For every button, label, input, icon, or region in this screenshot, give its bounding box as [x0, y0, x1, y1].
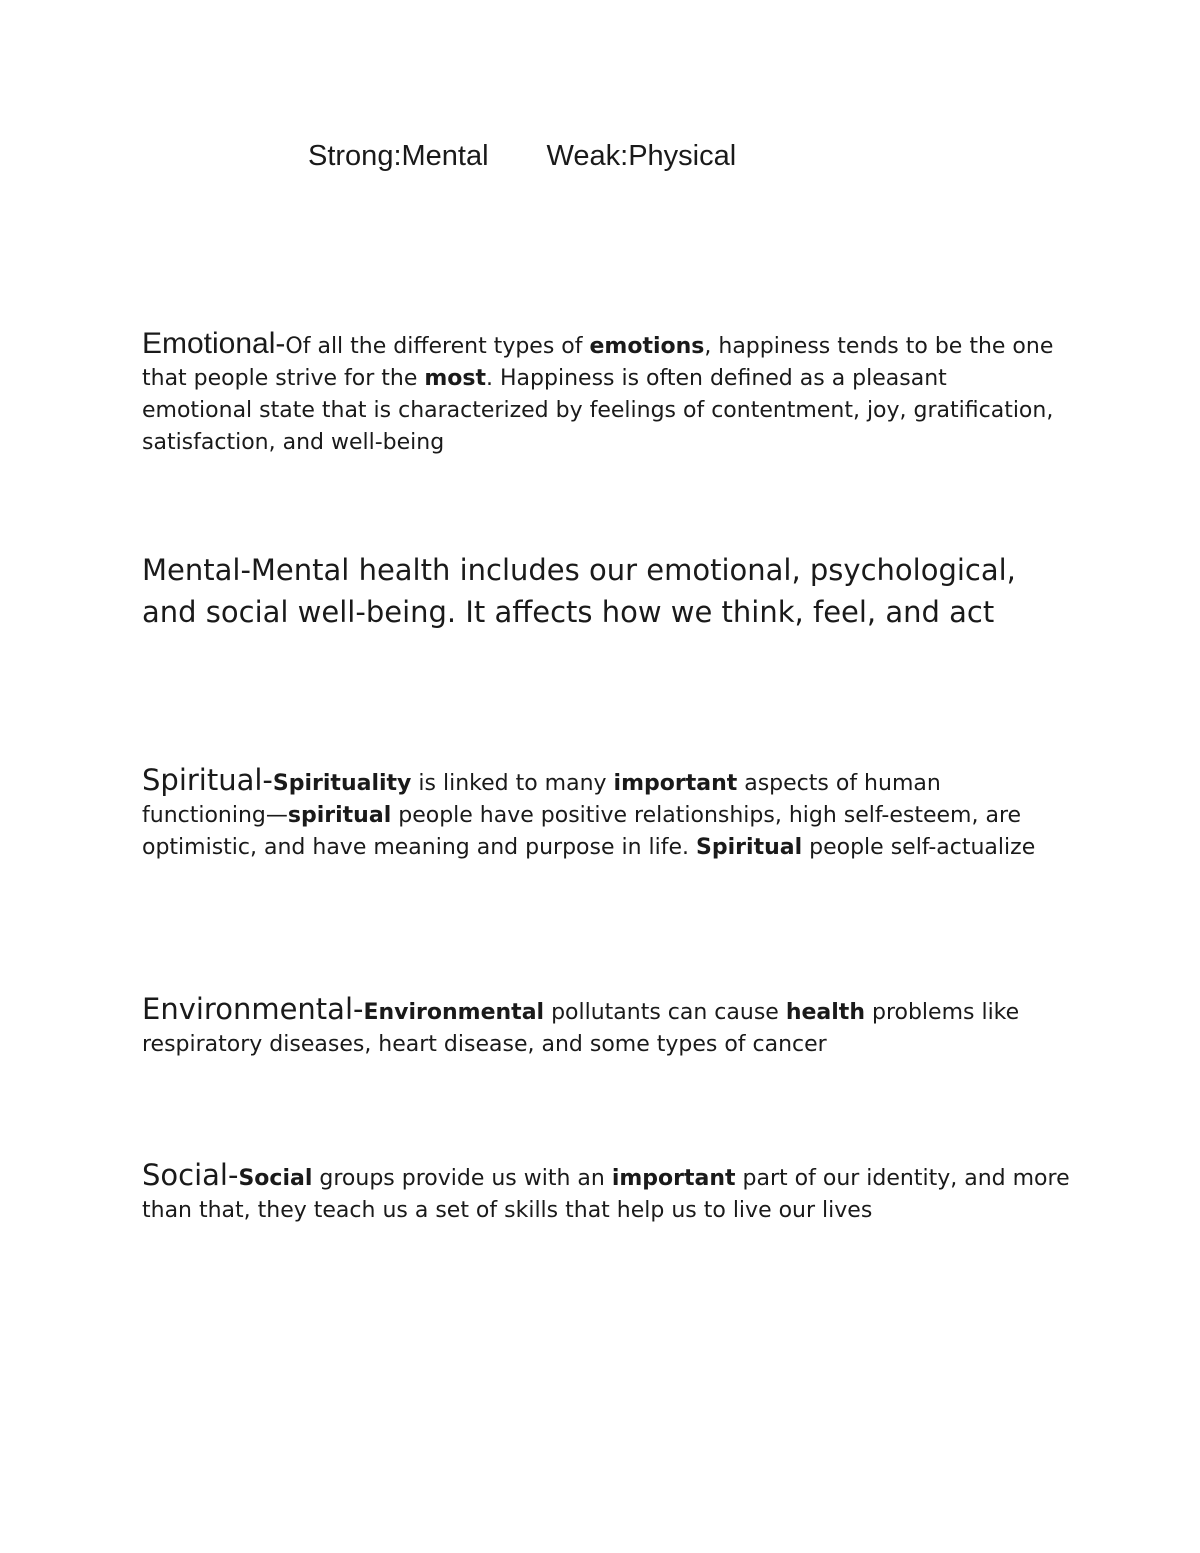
spiritual-text-1: is linked to many [411, 771, 614, 796]
spiritual-text-2: aspects of human functioning— [142, 771, 941, 828]
spiritual-bold-1: Spirituality [272, 771, 412, 796]
social-bold-2: important [611, 1166, 736, 1191]
emotional-bold-1: emotions [589, 334, 705, 359]
spiritual-bold-4: Spiritual [696, 835, 803, 860]
strong-label: Strong:Mental [308, 140, 489, 172]
emotional-bold-2: most [424, 366, 487, 391]
weak-label: Weak:Physical [546, 140, 737, 172]
environmental-bold-2: health [785, 1000, 865, 1025]
social-text-2: part of our identity, and more than that, they teach us a set of skills that help us to live our lives [142, 1166, 1070, 1223]
strengths-header [308, 140, 736, 173]
social-section [142, 1159, 1082, 1227]
emotional-heading: Emotional- [142, 327, 286, 360]
environmental-bold-1: Environmental [363, 1000, 545, 1025]
social-heading: Social- [142, 1158, 239, 1192]
environmental-heading: Environmental- [142, 992, 364, 1026]
emotional-text-2: , happiness tends to be the one that people strive for the [142, 334, 1054, 391]
spiritual-bold-2: important [613, 771, 738, 796]
environmental-section [142, 993, 1062, 1061]
environmental-text-2: problems like respiratory diseases, heart disease, and some types of cancer [142, 1000, 1020, 1057]
spiritual-section [142, 764, 1062, 864]
emotional-section [142, 328, 1062, 459]
spiritual-text-4: people self-actualize [802, 835, 1036, 860]
emotional-text-1: Of all the different types of [285, 334, 590, 359]
mental-text: Mental-Mental health includes our emotional, psychological, and social well-being. It affects how we think, feel, and act [142, 553, 1016, 629]
spiritual-bold-3: spiritual [287, 803, 392, 828]
spiritual-heading: Spiritual- [142, 763, 273, 797]
emotional-text-3: . Happiness is often defined as a pleasant emotional state that is characterized by feelings of contentment, joy, gratification, satisfaction, and well-being [142, 366, 1054, 455]
environmental-text-1: pollutants can cause [544, 1000, 786, 1025]
mental-section [142, 549, 1042, 633]
social-bold-1: Social [238, 1166, 313, 1191]
social-text-1: groups provide us with an [312, 1166, 612, 1191]
spiritual-text-3: people have positive relationships, high self-esteem, are optimistic, and have meaning and purpose in life. [142, 803, 1022, 860]
